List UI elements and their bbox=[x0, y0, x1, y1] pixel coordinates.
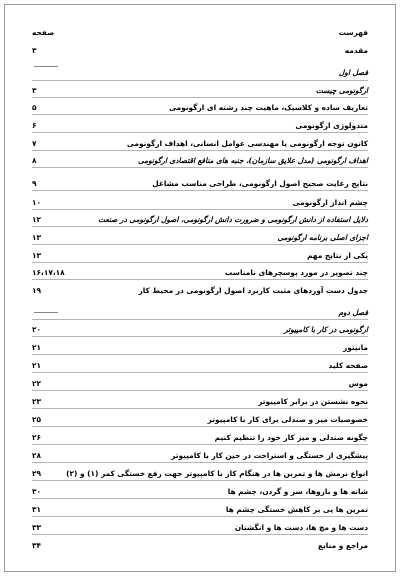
toc-entry bbox=[32, 42, 368, 58]
entry-page: ۱۲ bbox=[32, 214, 42, 224]
row-divider bbox=[32, 226, 368, 227]
entry-title: کانون توجه ارگونومی یا مهندسی عوامل انسانی، اهداف ارگونومی bbox=[126, 138, 368, 148]
toc-entry bbox=[32, 537, 368, 553]
row-divider bbox=[32, 516, 368, 517]
entry-title: پیشگیری از خستگی و استراحت در حین کار با کامپیوتر bbox=[171, 450, 368, 460]
entry-title: نحوه نشستن در برابر کامپیوتر bbox=[258, 396, 368, 406]
entry-title: مقدمه bbox=[344, 45, 368, 55]
toc-entry bbox=[32, 211, 368, 227]
entry-title: موس bbox=[348, 378, 368, 388]
row-divider bbox=[32, 336, 368, 337]
toc-entry bbox=[32, 447, 368, 463]
entry-page: ۲۳ bbox=[32, 396, 42, 406]
entry-page: ۲۱ bbox=[32, 342, 42, 352]
entry-page: ۱۳ bbox=[32, 250, 42, 260]
entry-page: ۳۳ bbox=[32, 522, 42, 532]
row-divider bbox=[32, 444, 368, 445]
entry-page: ۲۵ bbox=[32, 414, 42, 424]
entry-title: متدولوژی ارگونومی bbox=[295, 120, 368, 130]
toc-entry bbox=[32, 321, 368, 337]
toc-entry bbox=[32, 483, 368, 499]
row-divider bbox=[32, 498, 368, 499]
row-divider bbox=[32, 426, 368, 427]
toc-entry bbox=[32, 393, 368, 409]
row-divider bbox=[32, 279, 368, 280]
entry-page: ۲۸ bbox=[32, 450, 42, 460]
toc-entry bbox=[32, 264, 368, 280]
toc-entry bbox=[32, 247, 368, 263]
row-divider bbox=[32, 390, 368, 391]
chapter-heading bbox=[32, 304, 368, 320]
row-divider bbox=[32, 534, 368, 535]
toc-entry bbox=[32, 282, 368, 298]
row-divider bbox=[32, 354, 368, 355]
entry-title: اجزای اصلی برنامه ارگونومی bbox=[277, 232, 368, 242]
row-divider bbox=[32, 262, 368, 263]
entry-page: ۶ bbox=[32, 120, 37, 130]
toc-entry bbox=[32, 82, 368, 98]
toc-entry bbox=[32, 375, 368, 391]
toc-entry bbox=[32, 175, 368, 191]
entry-title: ارگونومی چیست bbox=[315, 85, 368, 95]
chapter-heading bbox=[32, 64, 368, 80]
entry-page: ۸ bbox=[32, 155, 37, 165]
entry-title: مانیتور bbox=[342, 342, 368, 352]
entry-page: ۲۲ bbox=[32, 378, 42, 388]
entry-title: چشم انداز ارگونومی bbox=[292, 197, 368, 207]
entry-title: جدول دست آوردهای مثبت کاربرد اصول ارگونومی در محیط کار bbox=[138, 285, 368, 295]
entry-page: ۳۰ bbox=[32, 486, 42, 496]
toc-entry bbox=[32, 229, 368, 245]
entry-page: ۳ bbox=[32, 85, 37, 95]
entry-title: چند تصویر در مورد پوسچرهای نامناسب bbox=[224, 267, 368, 277]
row-divider bbox=[32, 132, 368, 133]
row-divider bbox=[32, 209, 368, 210]
entry-title: خصوصیات میز و صندلی برای کار با کامپیوتر bbox=[207, 414, 368, 424]
toc-entry bbox=[32, 194, 368, 210]
toc-title: فهرست bbox=[338, 27, 368, 37]
row-divider bbox=[32, 150, 368, 151]
entry-title: ارگونومی در کار با کامپیوتر bbox=[284, 324, 368, 334]
row-divider bbox=[32, 80, 368, 81]
entry-page: ۱۰ bbox=[32, 197, 42, 207]
entry-title: صفحه کلید bbox=[328, 360, 368, 370]
entry-page: ۱۳ bbox=[32, 232, 42, 242]
entry-title: انواع نرمش ها و تمرین ها در هنگام کار با کامپیوتر جهت رفع خستگی کمر (۱) و (۲) bbox=[66, 468, 368, 478]
toc-entry bbox=[32, 411, 368, 427]
entry-page: ۳۱ bbox=[32, 504, 42, 514]
entry-title: نتایج رعایت صحیح اصول ارگونومی، طراحی مناسب مشاغل bbox=[152, 178, 368, 188]
toc-entry bbox=[32, 501, 368, 517]
row-divider bbox=[32, 480, 368, 481]
entry-title: مراجع و منابع bbox=[317, 540, 368, 550]
row-divider bbox=[32, 462, 368, 463]
entry-page: ۱۶،۱۷،۱۸ bbox=[32, 267, 65, 277]
toc-header bbox=[32, 24, 368, 40]
entry-page: ۲۶ bbox=[32, 432, 42, 442]
toc-entry bbox=[32, 152, 368, 168]
entry-page: ۲۹ bbox=[32, 468, 42, 478]
row-divider bbox=[32, 190, 368, 191]
toc-entry bbox=[32, 99, 368, 115]
row-divider bbox=[32, 97, 368, 98]
row-divider bbox=[32, 114, 368, 115]
row-divider bbox=[32, 244, 368, 245]
row-divider bbox=[32, 408, 368, 409]
entry-title: یکی از نتایج مهم bbox=[307, 250, 368, 260]
entry-page: ۱۹ bbox=[32, 285, 42, 295]
entry-page: ۵ bbox=[32, 102, 37, 112]
entry-page: ۳ bbox=[32, 45, 37, 55]
toc-entry bbox=[32, 135, 368, 151]
entry-title: تعاریف ساده و کلاسیک، ماهیت چند رشته ای ارگونومی bbox=[169, 102, 368, 112]
entry-page: ۷ bbox=[32, 138, 37, 148]
row-divider bbox=[32, 372, 368, 373]
toc-entry bbox=[32, 357, 368, 373]
row-divider bbox=[32, 167, 368, 168]
entry-page: ۲۱ bbox=[32, 360, 42, 370]
entry-title: چگونه صندلی و میز کار خود را تنظیم کنیم bbox=[214, 432, 368, 442]
entry-page: ۳۴ bbox=[32, 540, 42, 550]
toc-entry bbox=[32, 465, 368, 481]
entry-title: دلایل استفاده از دانش ارگونومی و ضرورت دانش ارگونومی، اصول ارگونومی در صنعت bbox=[98, 214, 368, 224]
chapter-title: فصل اول bbox=[338, 67, 368, 77]
entry-title: اهداف ارگونومی (مدل علایق سازمان)، جنبه های منافع اقتصادی ارگونومی bbox=[137, 155, 368, 165]
entry-page: ۹ bbox=[32, 178, 37, 188]
chapter-title: فصل دوم bbox=[338, 307, 368, 317]
entry-title: تمرین ها پی بر کاهش خستگی چشم ها bbox=[225, 504, 368, 514]
toc-entry bbox=[32, 339, 368, 355]
toc-entry bbox=[32, 117, 368, 133]
toc-entry bbox=[32, 519, 368, 535]
toc-entry bbox=[32, 429, 368, 445]
row-divider bbox=[32, 319, 368, 320]
entry-page: ۲۰ bbox=[32, 324, 42, 334]
entry-title: شانه ها و بازوها، سر و گردن، چشم ها bbox=[227, 486, 368, 496]
entry-title: دست ها و مچ ها، دست ها و انگشتان bbox=[234, 522, 368, 532]
page-column-label: صفحه bbox=[32, 27, 55, 37]
